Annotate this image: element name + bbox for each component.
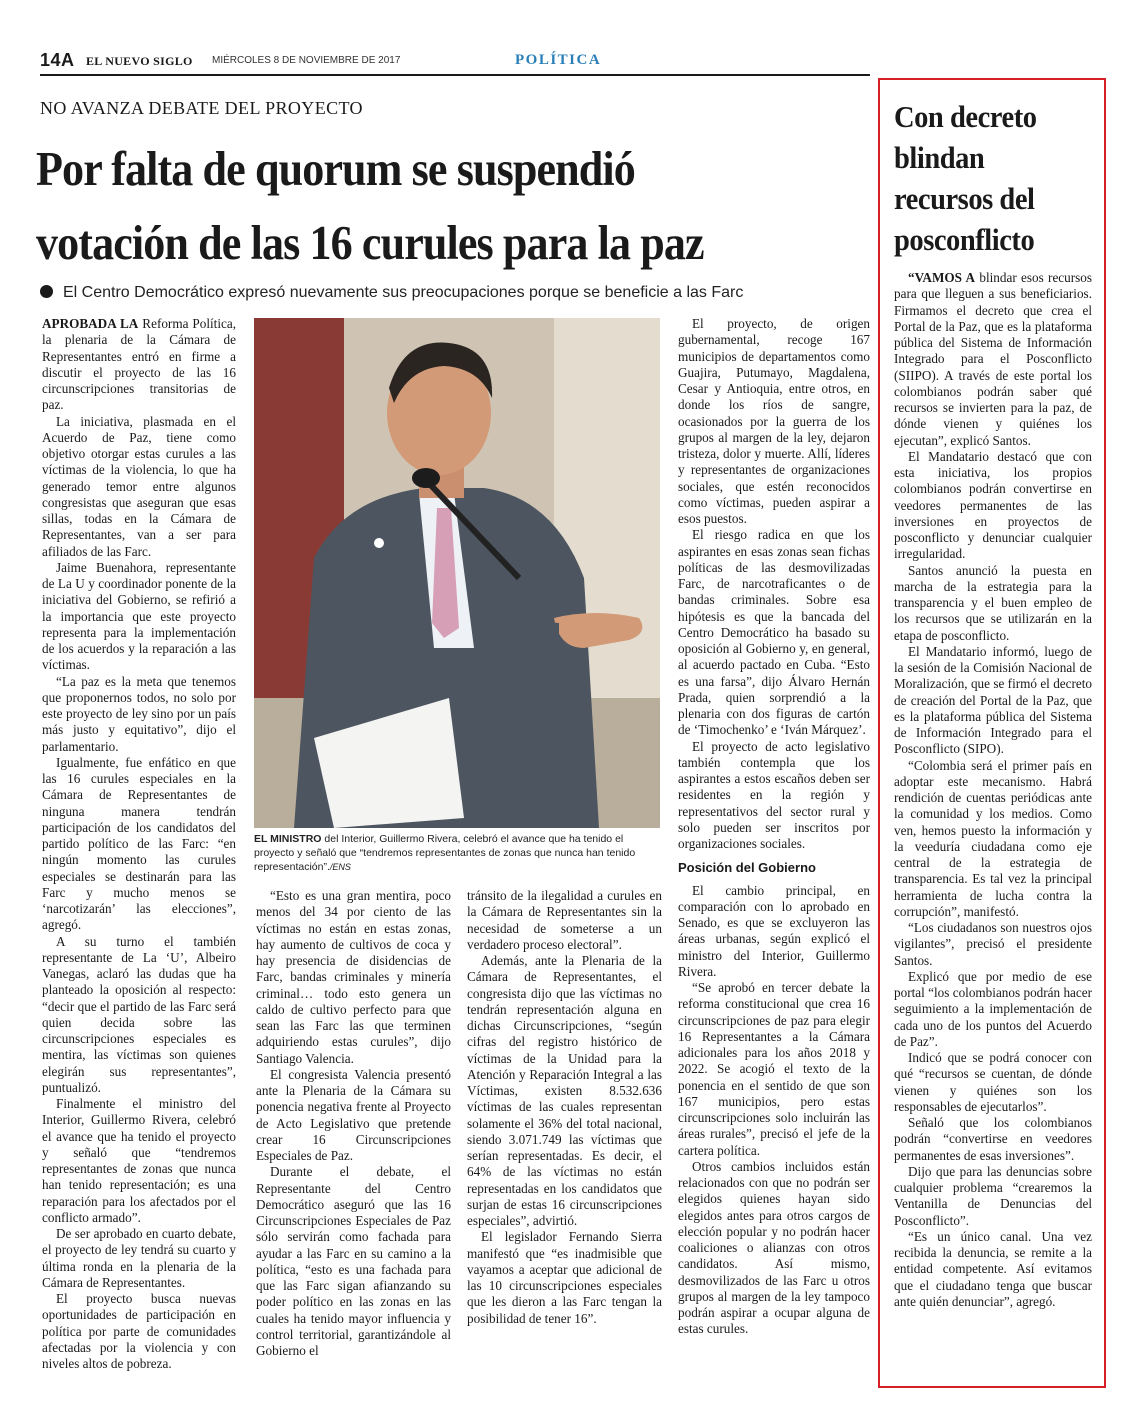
header-rule [40, 74, 870, 76]
lead-in: APROBADA LA [42, 316, 139, 331]
paragraph: El congresista Valencia presentó ante la Plenaria de la Cámara su ponencia negativa frente al Proyecto de Acto Legislativo que pretende crear 16 Circunscripciones Especiales de Paz. [256, 1066, 451, 1163]
paragraph: El Mandatario informó, luego de la sesión de la Comisión Nacional de Moralización, que se firmó el decreto de creación del Portal de la Paz, que es la plataforma pública del Sistema de Información Integrado para el Posconflicto (SIPO). [894, 643, 1092, 757]
filled-circle-icon [40, 285, 53, 298]
deck-text: El Centro Democrático expresó nuevamente sus preocupaciones porque se beneficie a las Farc [63, 284, 744, 301]
headline-line: recursos del [894, 181, 1035, 216]
sidebar-box [878, 78, 1106, 1388]
photo-caption [254, 832, 664, 874]
paragraph: Santos anunció la puesta en marcha de la estrategia para la transparencia y el buen empleo de los recursos que se utilizarán en la etapa de posconflicto. [894, 562, 1092, 643]
kicker: NO AVANZA DEBATE DEL PROYECTO [40, 98, 363, 118]
section-label: POLÍTICA [515, 52, 602, 68]
paragraph: Señaló que los colombianos podrán “convertirse en veedores permanentes de esas inversiones”. [894, 1115, 1092, 1163]
page-number: 14A [40, 50, 75, 70]
paragraph: El Mandatario destacó que con esta iniciativa, los propios colombianos podrán convertirse en veedores permanentes de las inversiones en proyectos de posconflicto y denunciar cualquier irregularidad. [894, 448, 1092, 562]
paragraph: El proyecto busca nuevas oportunidades de participación en política por parte de comunidades afectadas por la violencia y con niveles altos de pobreza. [42, 1291, 236, 1371]
article-column-2 [256, 888, 451, 1368]
paragraph: Explicó que por medio de ese portal “los colombianos podrán hacer seguimiento a la implementación de cada uno de los puntos del Acuerdo de Paz”. [894, 968, 1092, 1049]
headline-line: Por falta de quorum se suspendió [36, 141, 635, 196]
paragraph: “Es un único canal. Una vez recibida la denuncia, se remite a la entidad competente. Así evitamos que el ciudadano tenga que buscar ante quién denunciar”, agregó. [894, 1228, 1092, 1309]
paragraph: A su turno el también representante de La ‘U’, Albeiro Vanegas, aclaró las dudas que ha planteado la oposición al respecto: “decir que el partido de las Farc será quien decida sobre las circunscripciones especiales es mentira, las víctimas son quienes elegirán sus representantes”, puntualizó. [42, 933, 236, 1095]
paragraph: tránsito de la ilegalidad a curules en la Cámara de Representantes sin la necesidad de someterse a un verdadero proceso electoral”. [467, 888, 662, 952]
headline-line: votación de las 16 curules para la paz [36, 215, 704, 271]
paragraph: “Se aprobó en tercer debate la reforma constitucional que crea 16 circunscripciones de paz para elegir 16 Representantes a la Cámara adicionales para los años 2018 y 2022. Se acogió el texto de la ponencia en el sentido de que son 167 municipios, pero estas circunscripciones solo incluirán las áreas rurales”, precisó el jefe de la cartera política. [678, 980, 870, 1158]
article-column-1 [42, 316, 236, 1371]
issue-date: MIÉRCOLES 8 DE NOVIEMBRE DE 2017 [212, 55, 401, 66]
article-column-4 [678, 316, 870, 1366]
headline-line: Con decreto [894, 99, 1037, 134]
paragraph: “Esto es una gran mentira, poco menos del 34 por ciento de las víctimas no están en estas zonas, hay aumento de cultivos de coca y hay presencia de disidencias de Farc, bandas criminales y minería criminal… todo esto genera un caldo de cultivo perfecto para que sean las Farc las que terminen adquiriendo estas curules”, dijo Santiago Valencia. [256, 888, 451, 1066]
paragraph: La iniciativa, plasmada en el Acuerdo de Paz, tiene como objetivo otorgar estas curules a las víctimas de la violencia, lo que ha generado temor entre algunos congresistas que aseguran que esas sillas, todas en la Cámara de Representantes, van a ser para afiliados de las Farc. [42, 413, 236, 559]
sidebar-body [894, 270, 1092, 1375]
subheading: Posición del Gobierno [678, 860, 816, 876]
deck [40, 284, 880, 302]
paragraph: El riesgo radica en que los aspirantes en esas zonas sean fichas políticas de las desmovilizadas Farc, de narcotraficantes o de bandas criminales. Sobre esa hipótesis es que la bancada del Centro Democrático ha basado su oposición al Gobierno y, en general, al acuerdo pactado en Cuba. “Esto es una farsa”, dijo Álvaro Hernán Prada, quien sorprendió a la plenaria con dos figuras de cartón de ‘Timochenko’ e ‘Iván Márquez’. [678, 527, 870, 738]
paragraph: Indicó que se podrá conocer con qué “recursos se cuentan, de dónde vienen y quiénes son los responsables de ejecutarlos”. [894, 1050, 1092, 1114]
paragraph: Igualmente, fue enfático en que las 16 curules especiales en la Cámara de Representantes de ninguna manera tendrán participación de los candidatos del partido político de las Farc: “en ningún momento las curules especiales se destinarán para las Farc y mucho menos se ‘narcotizarán’ las elecciones”, agregó. [42, 754, 236, 933]
paragraph: Finalmente el ministro del Interior, Guillermo Rivera, celebró el avance que ha tenido el proyecto y señaló que “tendremos representantes de zonas que nunca han tenido representación; es una reparación para los afectados por el conflicto armado”. [42, 1096, 236, 1225]
paragraph: El cambio principal, en comparación con lo aprobado en Senado, es que se excluyeron las áreas urbanas, según explicó el ministro del Interior, Guillermo Rivera. [678, 882, 870, 979]
headline-line: posconflicto [894, 222, 1035, 257]
paragraph: “La paz es la meta que tenemos que proponernos todos, no solo por este proyecto de ley sino por un país más justo y equitativo”, dijo el parlamentario. [42, 673, 236, 754]
caption-lead: EL MINISTRO [254, 833, 322, 845]
paragraph: Además, ante la Plenaria de la Cámara de Representantes, el congresista dijo que las víctimas no tendrán representación alguna en dichas Circunscripciones, “según cifras del registro histórico de víctimas de la Unidad para la Atención y Reparación Integral a las Víctimas, existen 8.532.636 víctimas de las cuales representan solamente el 36% del total nacional, siendo 3.071.749 las víctimas que serían representadas. Es decir, el 64% de las víctimas no están representadas en los candidatos que surjan de estas 16 circunscripciones especiales”, advirtió. [467, 953, 662, 1228]
headline-line: blindan [894, 140, 985, 175]
newspaper-name: EL NUEVO SIGLO [86, 54, 193, 68]
photo-credit: /ENS [329, 862, 351, 872]
paragraph: De ser aprobado en cuarto debate, el proyecto de ley tendrá su cuarto y última ronda en la plenaria de la Cámara de Representantes. [42, 1226, 236, 1290]
paragraph: “VAMOS A blindar esos recursos para que lleguen a sus beneficiarios. Firmamos el decreto que crea el Portal de la Paz, que es la plataforma pública del Sistema de Información Integrado para el Posconflicto (SIIPO). A través de este portal los colombianos podrán saber qué recursos se invierten para la paz, de dónde vienen y quiénes los ejecutan”, explicó Santos. [894, 270, 1092, 448]
paragraph: “Colombia será el primer país en adoptar este mecanismo. Habrá rendición de cuentas periódicas ante la comunidad y los medios. Como ven, hemos puesto la información y la veeduría ciudadana como eje central de la estrategia de transparencia. Es tal vez la principal herramienta de lucha contra la corrupción”, manifestó. [894, 757, 1092, 919]
paragraph: APROBADA LA Reforma Política, la plenaria de la Cámara de Representantes entró en firme a discutir el proyecto de las 16 circunscripciones transitorias de paz. [42, 316, 236, 413]
paragraph: Otros cambios incluidos están relacionados con que no podrán ser elegidos quienes hayan sido elegidos antes para otros cargos de elección popular y no podrán hacer coaliciones o alianzas con otros candidatos. Así mismo, desmovilizados de las Farc u otros grupos al margen de la ley tampoco podrán aspirar a ocupar alguna de estas curules. [678, 1158, 870, 1337]
paragraph: El proyecto de acto legislativo también contempla que los aspirantes a estos escaños deben ser residentes en la región y representativos del sector rural y solo pueden ser inscritos por organizaciones sociales. [678, 738, 870, 851]
paragraph: El legislador Fernando Sierra manifestó que “es inadmisible que vayamos a aceptar que adicional de las 10 circunscripciones especiales que les dieron a las Farc tengan la posibilidad de tener 16”. [467, 1229, 662, 1326]
paragraph: El proyecto, de origen gubernamental, recoge 167 municipios de departamentos como Guajira, Putumayo, Magdalena, Cesar y Antioquia, entre otros, en donde los ríos de sangre, ocasionados por la guerra de los grupos al margen de la ley, dejaron tristeza, dolor y muerte. Allí, líderes y representantes de organizaciones sociales, que estén reconocidos como víctimas, pueden aspirar a esos puestos. [678, 316, 870, 526]
sidebar-headline [894, 96, 1078, 260]
lead-in: “VAMOS A [908, 270, 976, 285]
page-folio [40, 50, 1115, 78]
caption-text: del Interior, Guillermo Rivera, celebró el avance que ha tenido el proyecto y señaló que “tendremos representantes de zonas que nunca han tenido representación”. [254, 833, 636, 873]
paragraph: “Los ciudadanos son nuestros ojos vigilantes”, precisó el presidente Santos. [894, 920, 1092, 968]
minister-photo [254, 318, 660, 828]
paragraph: Durante el debate, el Representante del Centro Democrático aseguró que las 16 Circunscripciones Especiales de Paz sólo servirán como fachada para ayudar a las Farc en su camino a la política, “esto es una fachada para que las Farc sigan afianzando su poder político en las zonas en las cuales ha tenido mayor influencia y control territorial, garantizándole al Gobierno el [256, 1164, 451, 1358]
main-headline [36, 132, 801, 281]
paragraph: Dijo que para las denuncias sobre cualquier problema “crearemos la Ventanilla de Denuncias del Posconflicto”. [894, 1163, 1092, 1228]
article-column-3 [467, 888, 662, 1368]
paragraph: Jaime Buenahora, representante de La U y coordinador ponente de la iniciativa del Gobierno, se refirió a la importancia que este proyecto representa para la implementación de los acuerdos y la reparación a las víctimas. [42, 559, 236, 673]
